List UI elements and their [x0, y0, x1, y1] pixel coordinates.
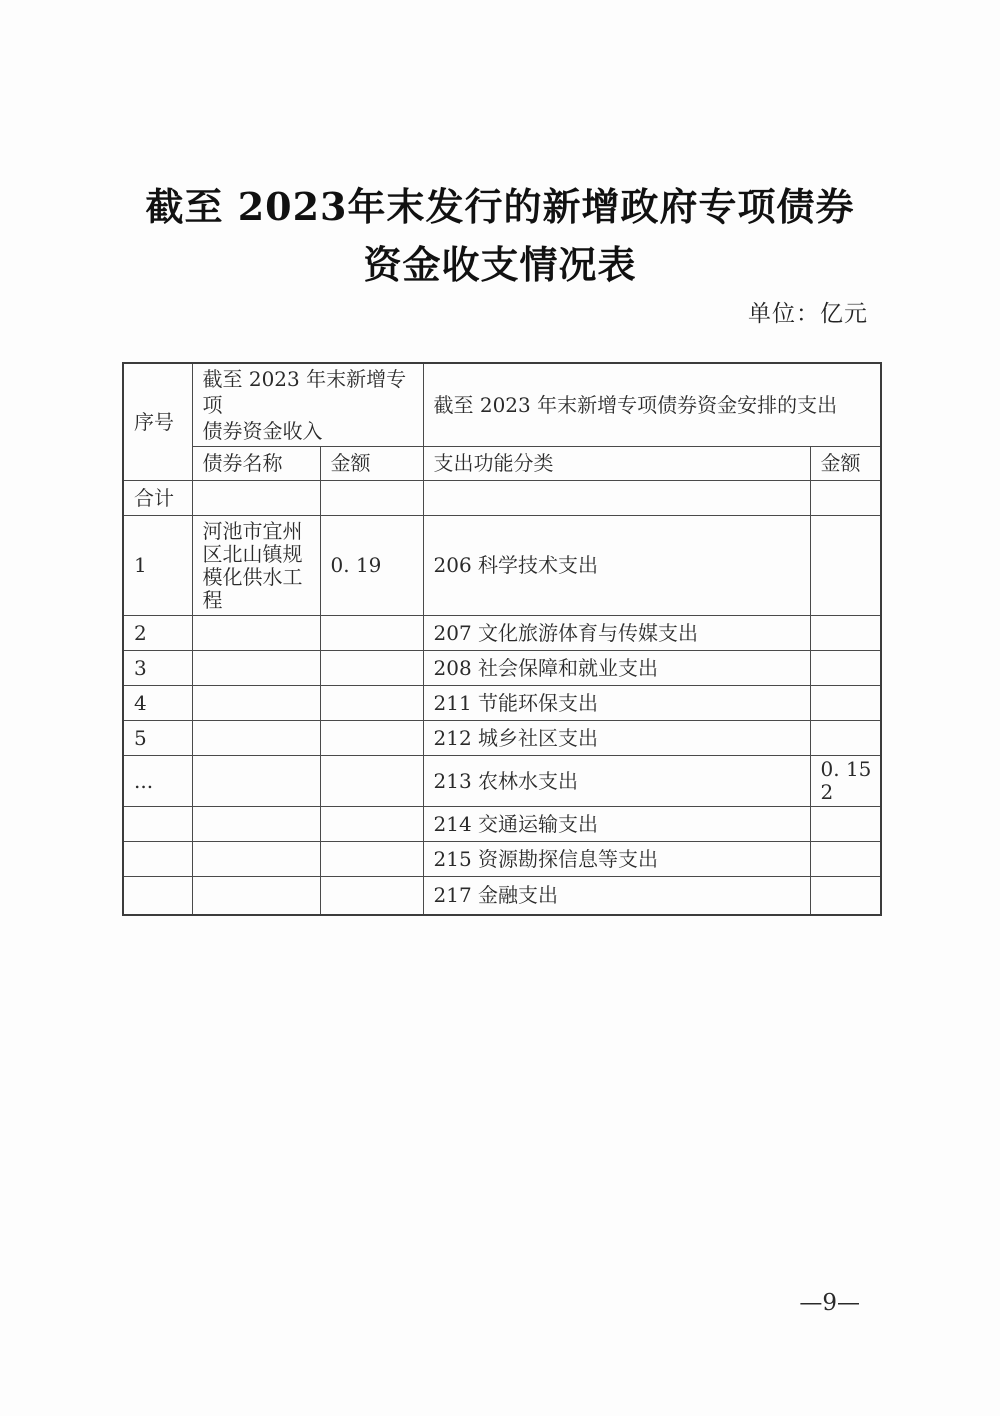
header-group-expenditure: 截至 2023 年末新增专项债券资金安排的支出: [423, 363, 881, 447]
bond-funds-table: [122, 362, 882, 916]
header-group-income-line2: 债券资金收入: [202, 419, 323, 443]
unit-label: 单位：亿元: [748, 301, 868, 327]
cell-income-amount: [320, 721, 423, 756]
header-expense-category: 支出功能分类: [423, 447, 810, 481]
cell-bond-name: [192, 651, 320, 686]
table-row: [123, 807, 881, 842]
cell-expense-amount: [810, 877, 881, 915]
table-header-row-groups: [123, 363, 881, 447]
title-line-2: 资金收支情况表: [363, 242, 637, 287]
cell-income-amount: [320, 616, 423, 651]
header-group-income-line1: 截至 2023 年末新增专项: [202, 367, 407, 417]
cell-income-amount: [320, 686, 423, 721]
cell-expense-amount: [810, 616, 881, 651]
table-row: [123, 516, 881, 616]
table-row: [123, 616, 881, 651]
cell-serial: 5: [123, 721, 192, 756]
cell-income-amount: [320, 842, 423, 877]
cell-income-amount: [320, 807, 423, 842]
header-expense-amount: 金额: [810, 447, 881, 481]
cell-expense-amount: [810, 516, 881, 616]
table-row: [123, 721, 881, 756]
cell-serial: 3: [123, 651, 192, 686]
cell-bond-name: [192, 842, 320, 877]
cell-income-amount: [320, 756, 423, 807]
cell-income-amount: 0. 19: [320, 516, 423, 616]
table-row: [123, 686, 881, 721]
cell-serial: 2: [123, 616, 192, 651]
cell-expense-category: 212 城乡社区支出: [423, 721, 810, 756]
cell-expense-category: 215 资源勘探信息等支出: [423, 842, 810, 877]
cell-expense-amount: [810, 686, 881, 721]
table-row: [123, 756, 881, 807]
cell-income-amount: [320, 877, 423, 915]
cell-bond-name: [192, 616, 320, 651]
cell-expense-category: 206 科学技术支出: [423, 516, 810, 616]
table-row: [123, 877, 881, 915]
header-group-income: [192, 363, 423, 447]
cell-bond-name: [192, 756, 320, 807]
cell-serial: [123, 807, 192, 842]
cell-income-amount: [320, 481, 423, 516]
header-serial: 序号: [123, 363, 192, 481]
header-bond-name: 债券名称: [192, 447, 320, 481]
cell-serial: 4: [123, 686, 192, 721]
title-line-1: 截至 2023年末发行的新增政府专项债券: [145, 184, 855, 229]
cell-serial: ...: [123, 756, 192, 807]
cell-income-amount: [320, 651, 423, 686]
table-row: [123, 842, 881, 877]
cell-bond-name: [192, 686, 320, 721]
cell-serial: [123, 842, 192, 877]
cell-expense-amount: [810, 721, 881, 756]
page-number: —9—: [799, 1290, 860, 1316]
header-income-amount: 金额: [320, 447, 423, 481]
cell-expense-category: 211 节能环保支出: [423, 686, 810, 721]
cell-expense-category: 213 农林水支出: [423, 756, 810, 807]
cell-expense-category: 214 交通运输支出: [423, 807, 810, 842]
cell-expense-amount: [810, 807, 881, 842]
cell-expense-category: 208 社会保障和就业支出: [423, 651, 810, 686]
cell-bond-name: [192, 807, 320, 842]
cell-bond-name: [192, 721, 320, 756]
cell-bond-name: 河池市宜州区北山镇规模化供水工程: [192, 516, 320, 616]
cell-serial: [123, 877, 192, 915]
cell-expense-amount: 0. 152: [810, 756, 881, 807]
cell-expense-amount: [810, 842, 881, 877]
cell-expense-amount: [810, 481, 881, 516]
cell-expense-category: [423, 481, 810, 516]
table-row: [123, 651, 881, 686]
table-row-total: [123, 481, 881, 516]
table-header-row-columns: [123, 447, 881, 481]
cell-expense-category: 207 文化旅游体育与传媒支出: [423, 616, 810, 651]
cell-bond-name: [192, 877, 320, 915]
cell-serial: 合计: [123, 481, 192, 516]
cell-serial: 1: [123, 516, 192, 616]
document-title: [0, 178, 1000, 294]
cell-expense-category: 217 金融支出: [423, 877, 810, 915]
cell-expense-amount: [810, 651, 881, 686]
cell-bond-name: [192, 481, 320, 516]
